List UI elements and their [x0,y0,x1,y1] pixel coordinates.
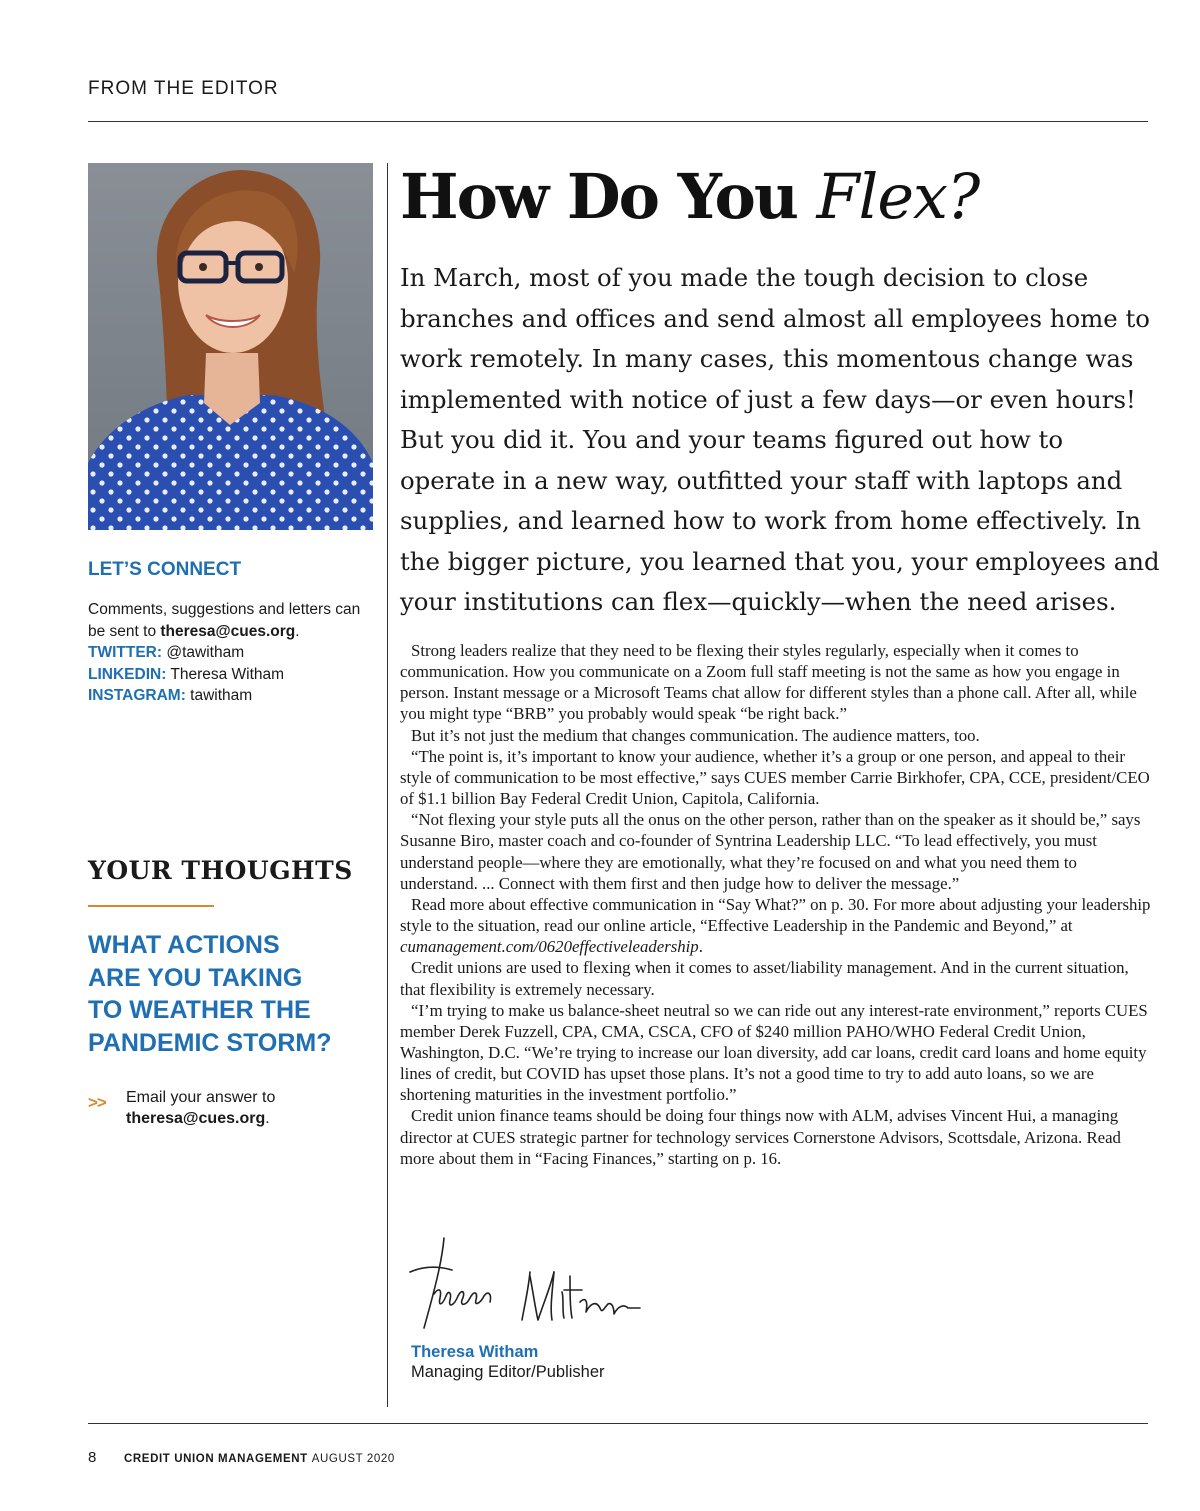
twitter-label: TWITTER: [88,644,163,661]
question-line: ARE YOU TAKING [88,963,303,992]
double-arrow-icon: >> [88,1093,106,1112]
connect-email-link[interactable]: theresa@cues.org [160,622,296,640]
your-thoughts-heading: YOUR THOUGHTS [88,856,353,885]
body-paragraph: “The point is, it’s important to know your audience, whether it’s a group or one person, and appeal to their style of communication to be most effective,” says CUES member Carrie Birkhofer, CPA, CCE, president/CEO of $1.1 billion Bay Federal Credit Union, Capitola, California. [400,746,1150,809]
question-line: TO WEATHER THE [88,996,311,1024]
section-label: FROM THE EDITOR [88,78,279,99]
email-answer-text [126,1087,275,1129]
connect-info [88,599,378,707]
issue-date: AUGUST 2020 [311,1453,395,1465]
publication-name: CREDIT UNION MANAGEMENT [124,1453,308,1465]
body-paragraph: “I’m trying to make us balance-sheet neutral so we can ride out any interest-rate environment,” reports CUES member Derek Fuzzell, CPA, CMA, CSCA, CFO of $240 million PAHO/WHO Federal Credit Union, Washington, D.C. “We’re trying to increase our loan diversity, add car loans, credit card loans and home equity lines of credit, but COVID has upset those plans. It’s not a good time to try to add auto loans, so we are shortening maturities in the investment portfolio.” [400,1000,1148,1105]
body-paragraph: Credit union finance teams should be doing four things now with ALM, advises Vincent Hui, a managing director at CUES strategic partner for technology services Cornerstone Advisors, Scottsdale, Arizona. Read more about them in “Facing Finances,” starting on p. 16. [400,1106,1121,1168]
answer-email-end: . [265,1110,270,1127]
handwritten-signature [404,1232,644,1332]
article-url-link[interactable]: cumanagement.com/0620effectiveleadership [400,937,699,957]
body-paragraph: But it’s not just the medium that changes communication. The audience matters, too. [411,725,980,745]
instagram-handle-link[interactable]: tawitham [185,687,253,704]
body-paragraph: Credit unions are used to flexing when it comes to asset/liability management. And in the current situation, that flexibility is extremely necessary. [400,958,1129,999]
linkedin-handle-link[interactable]: Theresa Witham [166,665,285,683]
read-more-text: Read more about effective communication in “Say What?” on p. 30. For more about adjusting your leadership style to the situation, read our online article, “Effective Leadership in the Pandemic and Beyond,” at [400,894,1151,936]
bottom-rule [88,1423,1148,1424]
article-body [400,640,1152,1169]
connect-intro: Comments, suggestions and letters can be sent to [88,601,361,640]
reader-question [88,929,378,1059]
email-answer-row [88,1087,378,1129]
twitter-handle-link[interactable]: @tawitham [162,644,245,661]
question-line: WHAT ACTIONS [88,931,280,959]
author-name: Theresa Witham [411,1343,539,1361]
page-number: 8 [88,1449,97,1466]
page-footer [88,1449,395,1466]
title-main: How Do You [400,160,817,233]
editor-photo [88,163,373,530]
title-italic: Flex? [816,160,980,233]
thoughts-divider [88,905,214,907]
article-title [400,160,979,233]
connect-intro-end: . [295,622,300,640]
read-more-end: . [698,937,703,957]
instagram-label: INSTAGRAM: [88,687,186,704]
email-prompt: Email your answer to [126,1089,276,1106]
question-line: PANDEMIC STORM? [88,1028,332,1057]
column-divider [387,163,388,1407]
author-title: Managing Editor/Publisher [411,1363,605,1381]
body-paragraph: “Not flexing your style puts all the onus on the other person, rather than on the speaker as it should be,” says Susanne Biro, master coach and co-founder of Syntrina Leadership LLC. “To lead effectively, you must understand people—where they are emotionally, what they’re focused on and what you need them to understand. ... Connect with them first and then judge how to deliver the message.” [400,810,1141,893]
linkedin-label: LINKEDIN: [88,665,167,683]
article-lede: In March, most of you made the tough decision to close branches and offices and send almost all employees home to work remotely. In many cases, this momentous change was implemented with notice of just a few days—or even hours! But you did it. You and your teams figured out how to operate in a new way, outfitted your staff with laptops and supplies, and learned how to work from home effectively. In the bigger picture, you learned that you, your employees and your institutions can flex—quickly—when the need arises. [400,263,1160,616]
body-paragraph-read-more [400,894,1152,957]
top-rule [88,121,1148,122]
body-paragraph: Strong leaders realize that they need to be flexing their styles regularly, especially when it comes to communication. How you communicate on a Zoom full staff meeting is not the same as how you engage in person. Instant message or a Microsoft Teams chat allow for different styles than a phone call. After all, while you might type “BRB” you probably would speak “be right back.” [400,641,1137,724]
connect-heading: LET’S CONNECT [88,559,242,580]
answer-email-link[interactable]: theresa@cues.org [126,1110,266,1127]
